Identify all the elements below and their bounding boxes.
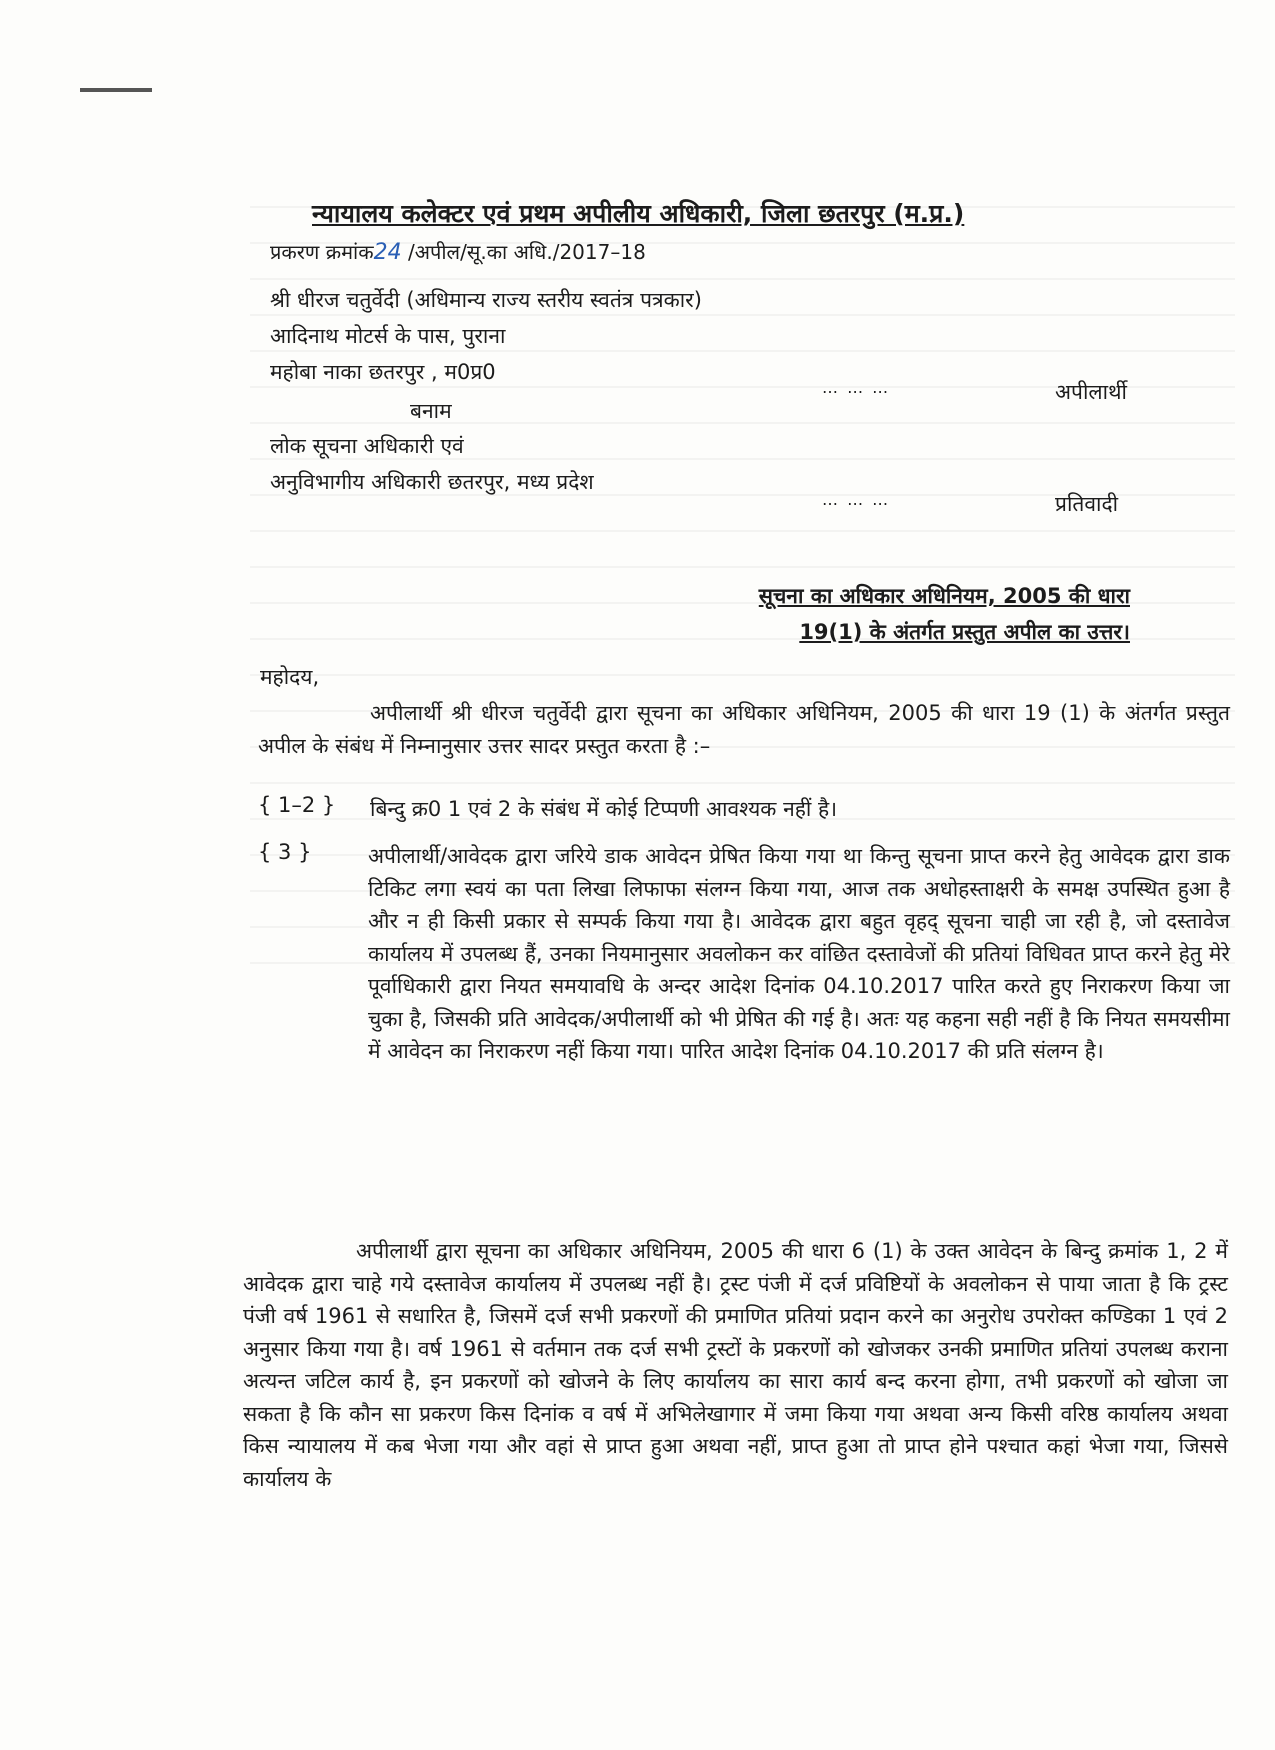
- respondent-line-2: अनुविभागीय अधिकारी छतरपुर, मध्य प्रदेश: [270, 470, 594, 494]
- case-suffix: /अपील/सू.का अधि./2017–18: [401, 240, 646, 264]
- respondent-line-1: लोक सूचना अधिकारी एवं: [270, 434, 464, 458]
- appellant-address-2: महोबा नाका छतरपुर , म0प्र0: [270, 360, 496, 384]
- respondent-dots: … … …: [822, 490, 891, 509]
- appellant-role: अपीलार्थी: [1055, 380, 1127, 404]
- case-prefix: प्रकरण क्रमांक: [270, 240, 374, 264]
- case-handwritten-number: 24: [373, 240, 402, 265]
- subject-heading: [660, 578, 1130, 650]
- appellant-dots: … … …: [822, 378, 891, 397]
- point-number: { 3 }: [258, 840, 312, 864]
- intro-paragraph: अपीलार्थी श्री धीरज चतुर्वेदी द्वारा सूचना का अधिकार अधिनियम, 2005 की धारा 19 (1) के अंतर्गत प्रस्तुत अपील के संबंध में निम्नानुसार उत्तर सादर प्रस्तुत करता है :–: [258, 701, 1230, 758]
- appellant-address-1: आदिनाथ मोटर्स के पास, पुराना: [270, 324, 506, 348]
- second-paragraph: अपीलार्थी द्वारा सूचना का अधिकार अधिनियम, 2005 की धारा 6 (1) के उक्त आवेदन के बिन्दु क्रमांक 1, 2 में आवेदक द्वारा चाहे गये दस्तावेज कार्यालय में उपलब्ध नहीं है। ट्रस्ट पंजी में दर्ज प्रविष्टियों के अवलोकन से पाया जाता है कि ट्रस्ट पंजी वर्ष 1961 से सधारित है, जिसमें दर्ज सभी प्रकरणों की प्रमाणित प्रतियां प्रदान करने का अनुरोध उपरोक्त कण्डिका 1 एवं 2 अनुसार किया गया है। वर्ष 1961 से वर्तमान तक दर्ज सभी ट्रस्टों के प्रकरणों को खोजकर उनकी प्रमाणित प्रतियां उपलब्ध कराना अत्यन्त जटिल कार्य है, इन प्रकरणों को खोजने के लिए कार्यालय का सारा कार्य बन्द करना होगा, तभी प्रकरणों को खोजा जा सकता है कि कौन सा प्रकरण किस दिनांक व वर्ष में अभिलेखागार में जमा किया गया अथवा अन्य किसी वरिष्ठ कार्यालय अथवा किस न्यायालय में कब भेजा गया और वहां से प्राप्त हुआ अथवा नहीं, प्राप्त हुआ तो प्राप्त होने पश्चात कहां भेजा गया, जिससे कार्यालय के: [243, 1239, 1228, 1491]
- point-number: { 1–2 }: [258, 793, 336, 817]
- appellant-name: श्री धीरज चतुर्वेदी (अधिमान्य राज्य स्तरीय स्वतंत्र पत्रकार): [270, 288, 702, 312]
- court-title: न्यायालय कलेक्टर एवं प्रथम अपीलीय अधिकारी, जिला छतरपुर (म.प्र.): [312, 199, 965, 228]
- salutation: महोदय,: [260, 665, 320, 689]
- point-text: बिन्दु क्र0 1 एवं 2 के संबंध में कोई टिप्पणी आवश्यक नहीं है।: [370, 797, 838, 821]
- case-number: [270, 238, 646, 265]
- respondent-role: प्रतिवादी: [1055, 492, 1119, 516]
- subject-line-2: 19(1) के अंतर्गत प्रस्तुत अपील का उत्तर।: [799, 620, 1130, 644]
- scan-mark: [80, 88, 152, 92]
- subject-line-1: सूचना का अधिकार अधिनियम, 2005 की धारा: [758, 584, 1130, 608]
- point-text: अपीलार्थी/आवेदक द्वारा जरिये डाक आवेदन प्रेषित किया गया था किन्तु सूचना प्राप्त करने हेतु आवेदक द्वारा डाक टिकिट लगा स्वयं का पता लिखा लिफाफा संलग्न किया गया, आज तक अधोहस्ताक्षरी के समक्ष उपस्थित हुआ है और न ही किसी प्रकार से सम्पर्क किया गया है। आवेदक द्वारा बहुत वृहद् सूचना चाही जा रही है, जो दस्तावेज कार्यालय में उपलब्ध हैं, उनका नियमानुसार अवलोकन कर वांछित दस्तावेजों की प्रतियां विधिवत प्राप्त करने हेतु मेरे पूर्वाधिकारी द्वारा नियत समयावधि के अन्दर आदेश दिनांक 04.10.2017 पारित करते हुए निराकरण किया जा चुका है, जिसकी प्रति आवेदक/अपीलार्थी को भी प्रेषित की गई है। अतः यह कहना सही नहीं है कि नियत समयसीमा में आवेदन का निराकरण नहीं किया गया। पारित आदेश दिनांक 04.10.2017 की प्रति संलग्न है।: [368, 844, 1230, 1063]
- versus-label: बनाम: [410, 399, 452, 423]
